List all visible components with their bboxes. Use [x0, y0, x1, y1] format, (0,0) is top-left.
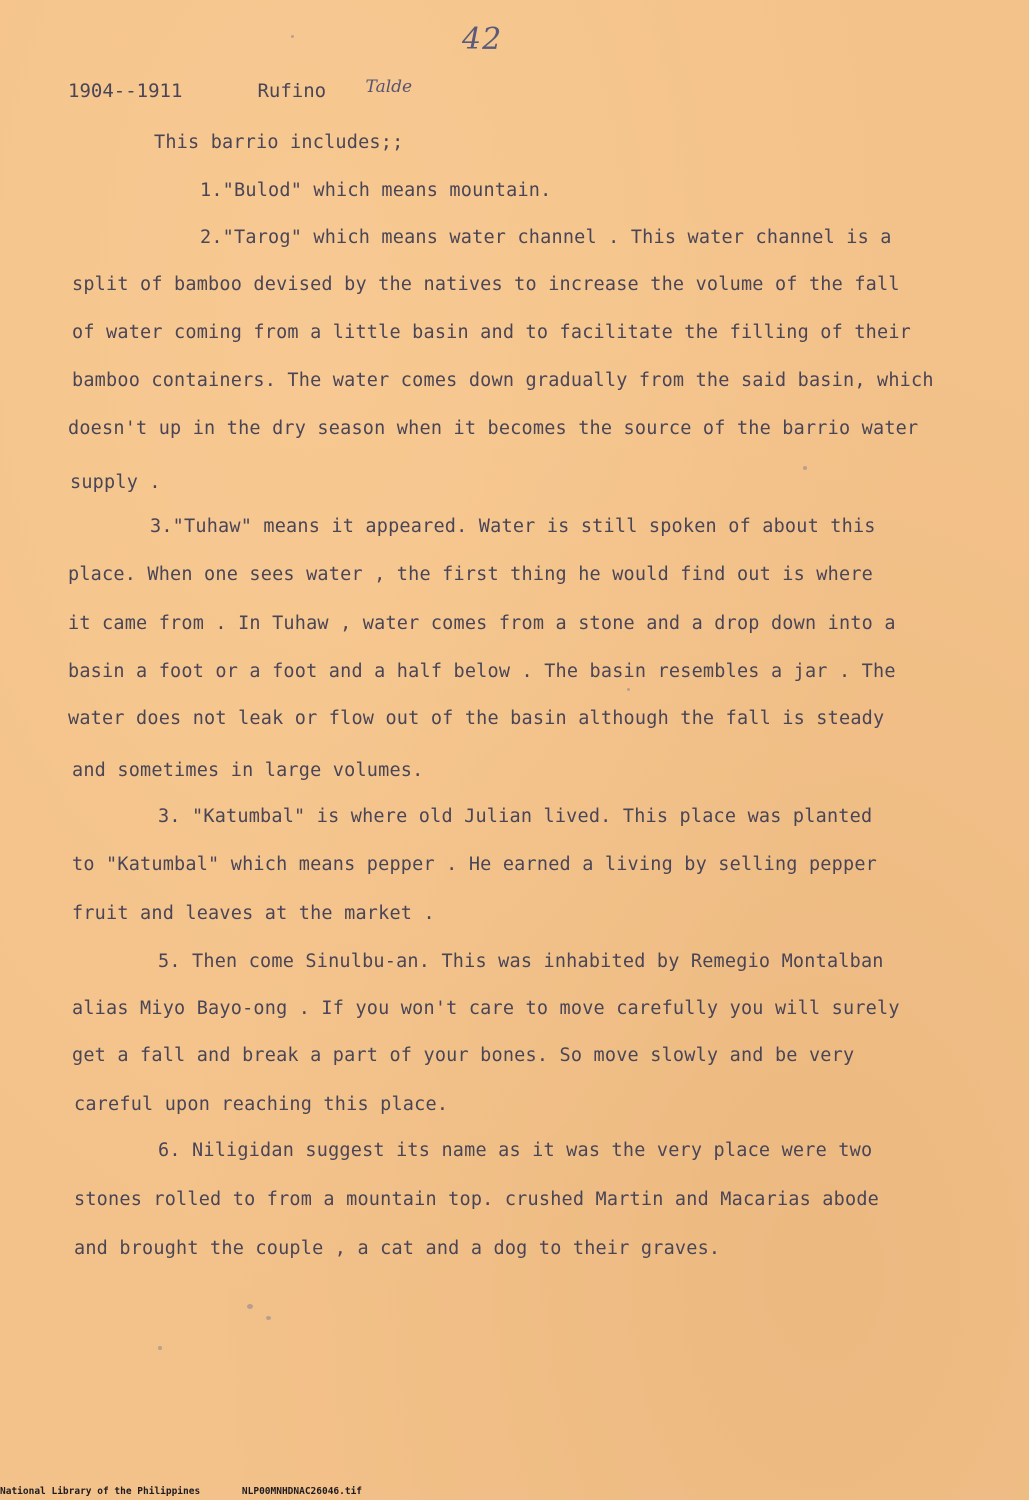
text-line: get a fall and break a part of your bones. So move slowly and be very — [72, 1045, 855, 1066]
text-line: 1."Bulod" which means mountain. — [200, 180, 552, 201]
text-line: This barrio includes;; — [154, 132, 404, 153]
text-line: doesn't up in the dry season when it becomes the source of the barrio water — [68, 418, 919, 439]
text-line: bamboo containers. The water comes down gradually from the said basin, which — [72, 370, 934, 391]
text-line: alias Miyo Bayo-ong . If you won't care to move carefully you will surely — [72, 998, 900, 1019]
paper-speck — [158, 1346, 162, 1350]
paper-speck — [247, 1304, 253, 1309]
text-line: it came from . In Tuhaw , water comes from a stone and a drop down into a — [68, 613, 896, 634]
text-line: place. When one sees water , the first thing he would find out is where — [68, 564, 873, 585]
paper-speck — [266, 1316, 271, 1320]
header-surname: Talde — [365, 77, 413, 97]
paper-speck — [627, 688, 630, 691]
text-line: fruit and leaves at the market . — [72, 903, 435, 924]
scan-footer — [0, 1486, 362, 1497]
text-line: stones rolled to from a mountain top. crushed Martin and Macarias abode — [74, 1189, 879, 1210]
text-line: 6. Niligidan suggest its name as it was the very place were two — [158, 1140, 873, 1161]
text-line: supply . — [70, 472, 161, 493]
header-name: Rufino — [257, 80, 327, 102]
text-line: to "Katumbal" which means pepper . He earned a living by selling pepper — [72, 854, 877, 875]
text-line: 2."Tarog" which means water channel . This water channel is a — [200, 227, 892, 248]
page-number: 42 — [462, 22, 503, 57]
text-line: careful upon reaching this place. — [74, 1094, 449, 1115]
document-header — [68, 77, 413, 102]
text-line: and sometimes in large volumes. — [72, 760, 424, 781]
header-years: 1904--1911 — [68, 80, 183, 102]
text-line: water does not leak or flow out of the basin although the fall is steady — [68, 708, 885, 729]
text-line: of water coming from a little basin and to facilitate the filling of their — [72, 322, 912, 343]
text-line: basin a foot or a foot and a half below . The basin resembles a jar . The — [68, 661, 896, 682]
text-line: and brought the couple , a cat and a dog to their graves. — [74, 1238, 721, 1259]
text-line: split of bamboo devised by the natives to increase the volume of the fall — [72, 274, 900, 295]
paper-speck — [291, 35, 294, 38]
footer-filename: NLP00MNHDNAC26046.tif — [241, 1486, 363, 1497]
text-line: 5. Then come Sinulbu-an. This was inhabited by Remegio Montalban — [158, 951, 884, 972]
text-line: 3."Tuhaw" means it appeared. Water is still spoken of about this — [150, 516, 876, 537]
paper-speck — [803, 466, 807, 470]
text-line: 3. "Katumbal" is where old Julian lived. This place was planted — [158, 806, 873, 827]
footer-library: National Library of the Philippines — [0, 1486, 201, 1497]
